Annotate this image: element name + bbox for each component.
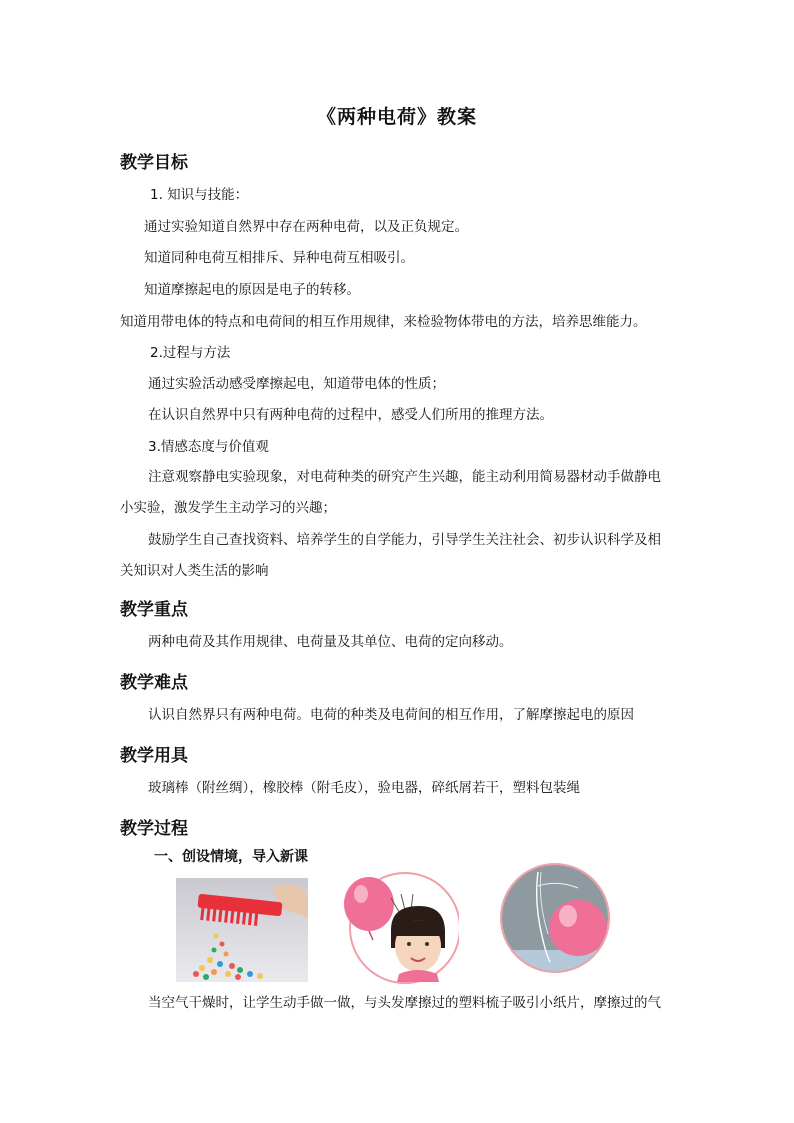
objective-2-line-1: 通过实验活动感受摩擦起电，知道带电体的性质； [148,376,445,392]
page-title: 《两种电荷》教案 [316,106,477,128]
heading-difficulties: 教学难点 [120,673,188,693]
heading-objectives: 教学目标 [120,153,188,173]
heading-tools: 教学用具 [120,746,188,766]
girl-balloon-image [339,870,459,986]
difficulties-text: 认识自然界只有两种电荷。电荷的种类及电荷间的相互作用，了解摩擦起电的原因 [148,707,634,723]
balloon-thread-image [498,862,612,974]
comb-paper-image [176,878,308,982]
objective-3-heading: 3.情感态度与价值观 [148,439,269,455]
objective-3-line-1a: 注意观察静电实验现象，对电荷种类的研究产生兴趣，能主动利用简易器材动手做静电 [148,469,661,485]
objective-1-line-3: 知道摩擦起电的原因是电子的转移。 [144,282,360,298]
objective-2-heading: 2.过程与方法 [150,345,231,361]
objective-3-line-1b: 小实验，激发学生主动学习的兴趣； [120,500,336,516]
heading-process: 教学过程 [120,819,188,839]
process-subheading: 一、创设情境，导入新课 [154,849,308,865]
objective-1-heading: 1. 知识与技能： [150,187,249,203]
process-line-1: 当空气干燥时，让学生动手做一做，与头发摩擦过的塑料梳子吸引小纸片，摩擦过的气 [148,995,661,1011]
key-points-text: 两种电荷及其作用规律、电荷量及其单位、电荷的定向移动。 [148,634,513,650]
objective-2-line-2: 在认识自然界中只有两种电荷的过程中，感受人们所用的推理方法。 [148,407,553,423]
tools-text: 玻璃棒（附丝绸），橡胶棒（附毛皮），验电器，碎纸屑若干，塑料包装绳 [148,780,580,796]
objective-1-line-1: 通过实验知道自然界中存在两种电荷，以及正负规定。 [144,219,468,235]
heading-key-points: 教学重点 [120,600,188,620]
objective-1-line-2: 知道同种电荷互相排斥、异种电荷互相吸引。 [144,250,414,266]
objective-3-line-2a: 鼓励学生自己查找资料、培养学生的自学能力，引导学生关注社会、初步认识科学及相 [148,532,661,548]
objective-3-line-2b: 关知识对人类生活的影响 [120,563,269,579]
objective-1-line-4: 知道用带电体的特点和电荷间的相互作用规律，来检验物体带电的方法，培养思维能力。 [120,314,647,330]
